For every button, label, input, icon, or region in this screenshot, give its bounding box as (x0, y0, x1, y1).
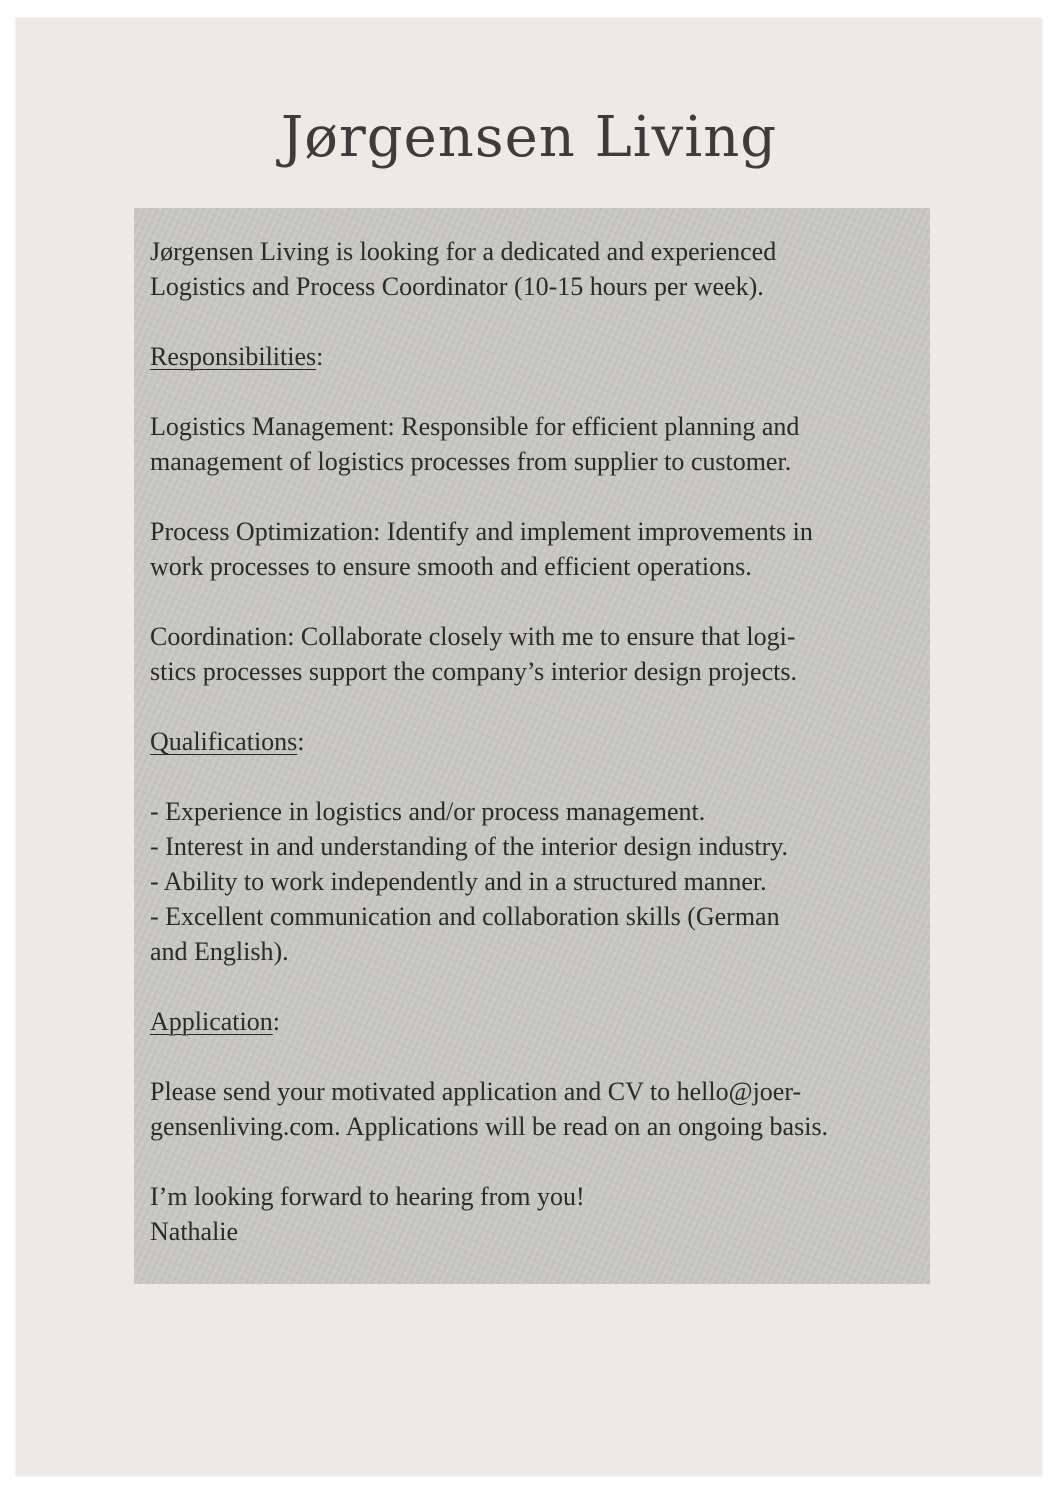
responsibility-line: Logistics Management: Responsible for efficient planning and (150, 412, 800, 441)
qualification-item: - Experience in logistics and/or process management. (150, 797, 706, 826)
qualification-item: and English). (150, 937, 289, 966)
responsibility-line: stics processes support the company’s interior design projects. (150, 657, 797, 686)
responsibilities-heading-label: Responsibilities (150, 342, 317, 371)
closing-paragraph (150, 1179, 920, 1249)
page-title: Jørgensen Living (280, 105, 778, 170)
responsibility-item-logistics (150, 409, 920, 479)
responsibility-line: Process Optimization: Identify and implement improvements in (150, 517, 813, 546)
qualifications-heading-label: Qualifications (150, 727, 298, 756)
responsibility-item-coordination (150, 619, 920, 689)
application-paragraph (150, 1074, 920, 1144)
responsibility-item-process (150, 514, 920, 584)
responsibility-line: work processes to ensure smooth and efficient operations. (150, 552, 752, 581)
qualifications-list (150, 794, 920, 969)
closing-line: I’m looking forward to hearing from you! (150, 1182, 585, 1211)
application-heading: Application: (150, 1007, 280, 1036)
document-page (16, 18, 1042, 1476)
intro-line: Jørgensen Living is looking for a dedicated and experienced (150, 237, 777, 266)
responsibility-line: Coordination: Collaborate closely with me to ensure that logi- (150, 622, 796, 651)
responsibilities-heading: Responsibilities: (150, 342, 324, 371)
signature: Nathalie (150, 1217, 239, 1246)
intro-paragraph (150, 234, 920, 304)
responsibility-line: management of logistics processes from supplier to customer. (150, 447, 792, 476)
application-line: gensenliving.com. Applications will be read on an ongoing basis. (150, 1112, 829, 1141)
qualifications-heading: Qualifications: (150, 727, 305, 756)
qualification-item: - Interest in and understanding of the interior design industry. (150, 832, 789, 861)
qualification-item: - Ability to work independently and in a structured manner. (150, 867, 767, 896)
qualification-item: - Excellent communication and collaboration skills (German (150, 902, 780, 931)
application-line: Please send your motivated application and CV to hello@joer- (150, 1077, 802, 1106)
job-posting-panel (134, 208, 930, 1284)
job-posting-body (150, 234, 920, 1249)
application-heading-label: Application (150, 1007, 273, 1036)
intro-line: Logistics and Process Coordinator (10-15 hours per week). (150, 272, 764, 301)
